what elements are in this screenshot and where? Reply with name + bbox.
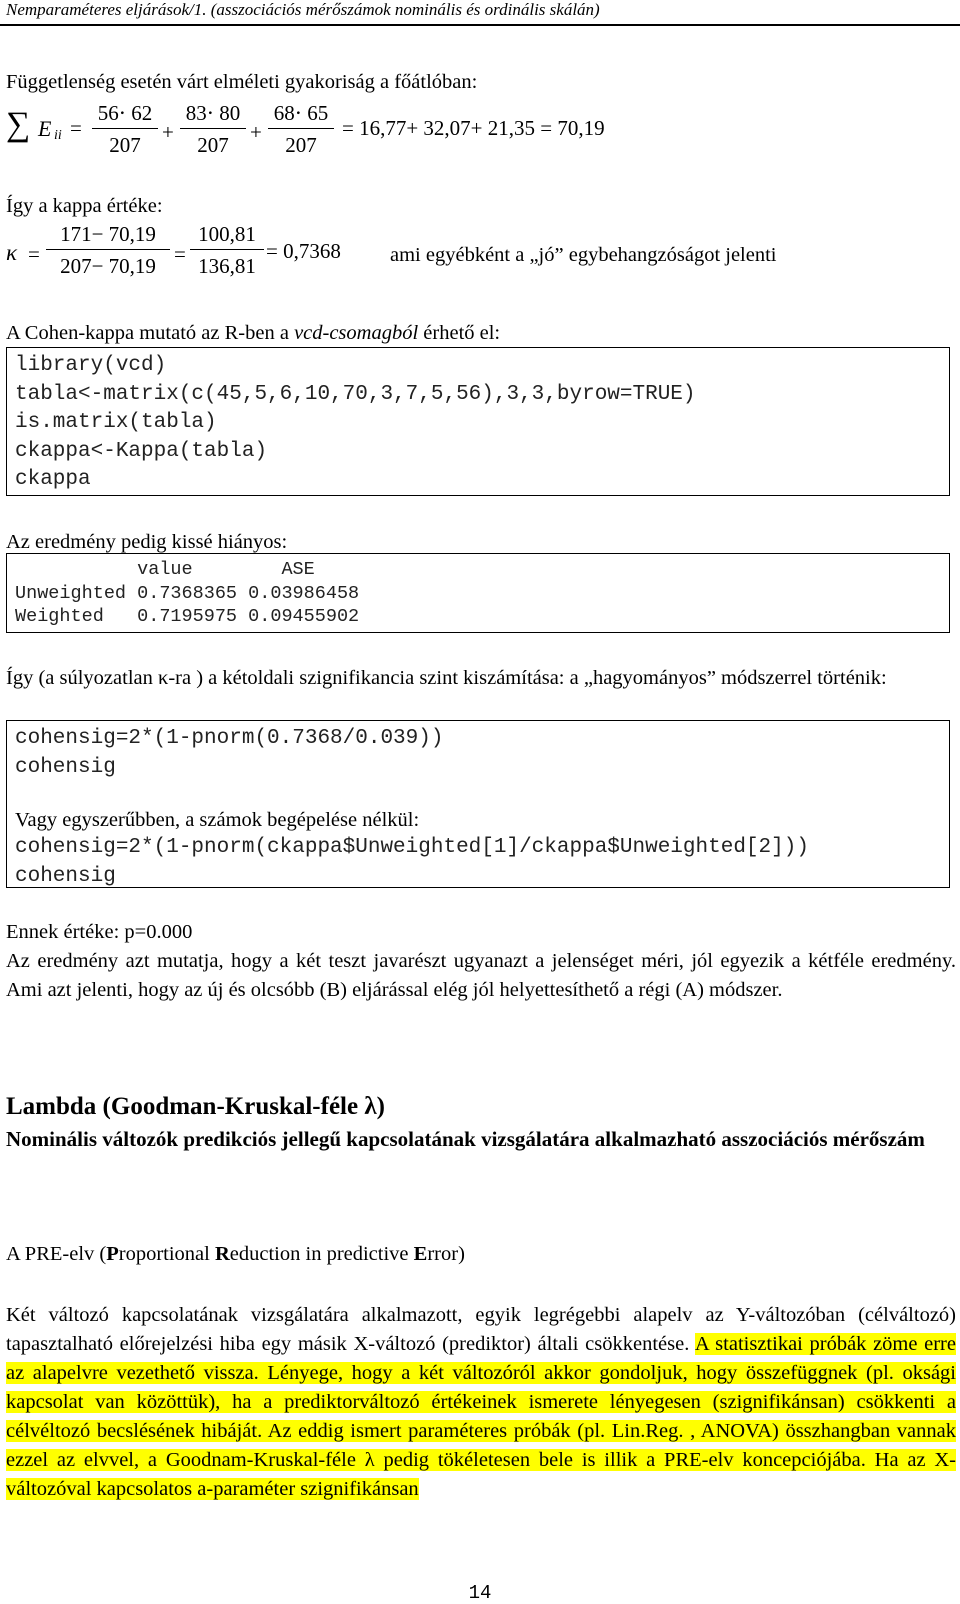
section-subtitle: Nominális változók predikciós jellegű kapcsolatának vizsgálatára alkalmazható asszociációs mérőszám xyxy=(6,1127,925,1151)
significance-text: Így (a súlyozatlan κ-ra ) a kétoldali szignifikancia szint kiszámítása: a „hagyományos” módszerrel történik: xyxy=(6,667,887,689)
sum-symbol: ∑ xyxy=(6,106,31,143)
equals-sign: = xyxy=(28,242,40,266)
cohen-intro: A Cohen-kappa mutató az R-ben a vcd-csomagból érhető el: xyxy=(6,322,501,344)
plus-sign: + xyxy=(250,120,262,144)
kappa-intro: Így a kappa értéke: xyxy=(6,195,163,217)
fraction-1: 56⋅ 62 207 xyxy=(92,101,158,157)
p-value-line: Ennek értéke: p=0.000 xyxy=(6,921,193,943)
r-output-box xyxy=(6,553,950,633)
equals-sign: = xyxy=(174,242,186,266)
code-line: ckappa xyxy=(15,468,91,491)
code-line: cohensig xyxy=(15,864,116,888)
output-line: Unweighted 0.7368365 0.03986458 xyxy=(15,582,360,604)
code-line: library(vcd) xyxy=(15,354,167,377)
running-header: Nemparaméteres eljárások/1. (asszociációs mérőszámok nominális és ordinális skálán) xyxy=(6,0,600,19)
sum-result: = 16,77+ 32,07+ 21,35 = 70,19 xyxy=(342,116,605,140)
kappa-fraction-2: 100,81 136,81 xyxy=(190,222,264,278)
kappa-fraction-1: 171− 70,19 207− 70,19 xyxy=(46,222,170,278)
plus-sign: + xyxy=(162,120,174,144)
code-line: cohensig xyxy=(15,755,116,779)
r-code-box-1 xyxy=(6,347,950,496)
fraction-3: 68⋅ 65 207 xyxy=(268,101,334,157)
output-line: Weighted 0.7195975 0.09455902 xyxy=(15,606,360,627)
code-line: cohensig=2*(1-pnorm(0.7368/0.039)) xyxy=(15,727,444,750)
fraction-2: 83⋅ 80 207 xyxy=(180,101,246,157)
body-paragraph: Két változó kapcsolatának vizsgálatára alkalmazott, egyik legrégebbi alapelv az Y-változóban (célváltozó) tapasztalható előrejelzési hiba egy másik X-változó (prediktor) általi csökkentése. A statisztikai próbák zöme erre az alapelvre vezethető vissza. Lényege, hogy a két változóról akkor gondoljuk, hogy összefüggnek (pl. oksági kapcsolat van közöttük), ha a prediktorváltozó értékeinek ismerete lényegesen (szignifikánsan) csökkenti a célvéltozó becslésének hibáját. Az eddig ismert paraméteres próbák (pl. Lin.Reg. , ANOVA) összhangban vannak ezzel az elvvel, a Goodnam-Kruskal-féle λ pedig tökéletesen bele is illik a PRE-elv koncepciójába. Ha az X-változóval kapcsolatos a-paraméter szignifikánsan xyxy=(6,1304,956,1500)
header-rule xyxy=(0,24,960,26)
expected-freq-intro: Függetlenség esetén várt elméleti gyakoriság a főátlóban: xyxy=(6,71,478,93)
code-line: is.matrix(tabla) xyxy=(15,411,217,434)
section-title-lambda: Lambda (Goodman-Kruskal-féle λ) xyxy=(6,1093,385,1120)
page-number: 14 xyxy=(468,1582,492,1604)
var-e: E xyxy=(38,116,52,141)
code-line: ckappa<-Kappa(tabla) xyxy=(15,439,268,463)
subscript-ii: ii xyxy=(54,128,62,143)
r-code-box-2 xyxy=(6,720,950,888)
pre-principle-heading: A PRE-elv (Proportional Reduction in predictive Error) xyxy=(6,1243,465,1265)
code-line: tabla<-matrix(c(45,5,6,10,70,3,7,5,56),3,3,byrow=TRUE) xyxy=(15,382,696,406)
code-line: cohensig=2*(1-pnorm(ckappa$Unweighted[1]/ckappa$Unweighted[2])) xyxy=(15,836,809,859)
kappa-result: = 0,7368 xyxy=(266,239,341,263)
code-box-note: Vagy egyszerűbben, a számok begépelése nélkül: xyxy=(15,809,420,831)
highlighted-text: A statisztikai próbák zöme erre az alapelvre vezethető vissza. Lényege, hogy a két változóról akkor gondoljuk, hogy összefüggnek (pl. oksági kapcsolat van közöttük), ha a prediktorváltozó értékeinek ismerete lényegesen (szignifikánsan) csökkenti a célvéltozó becslésének hibáját. Az eddig ismert paraméteres próbák (pl. Lin.Reg. , ANOVA) összhangban vannak ezzel az elvvel, a Goodnam-Kruskal-féle λ pedig tökéletesen bele is illik a PRE-elv koncepciójába. Ha az X-változóval kapcsolatos a-paraméter szignifikánsan xyxy=(6,1333,956,1500)
kappa-symbol: κ xyxy=(6,240,18,265)
kappa-comment: ami egyébként a „jó” egybehangzóságot jelenti xyxy=(390,244,777,266)
result-intro: Az eredmény pedig kissé hiányos: xyxy=(6,531,288,553)
equals-sign: = xyxy=(70,116,82,140)
conclusion-text: Az eredmény azt mutatja, hogy a két teszt javarészt ugyanazt a jelenséget méri, jól egyezik a kétféle eredmény. Ami azt jelenti, hogy az új és olcsóbb (B) eljárással elég jól helyettesíthető a régi (A) módszer. xyxy=(6,950,956,1001)
output-line: value ASE xyxy=(15,559,315,580)
